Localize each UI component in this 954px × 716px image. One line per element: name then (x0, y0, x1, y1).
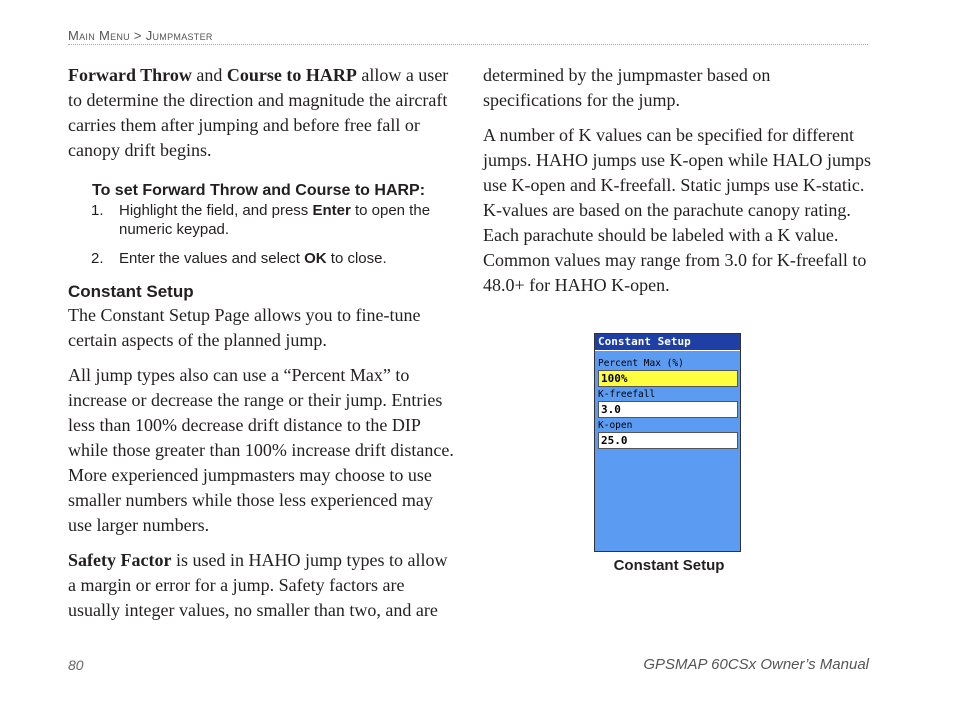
step-number: 2. (91, 250, 104, 267)
percent-max-field[interactable]: 100% (598, 370, 738, 387)
device-title-bar: Constant Setup (595, 334, 740, 351)
header-rule (68, 44, 868, 45)
step-text-end: to close. (326, 250, 387, 267)
k-values-paragraph: A number of K values can be specified for different jumps. HAHO jumps use K-open while HALO jumps use K-open and K-freefall. Static jumps use K-static. K-values are based on the parachute canopy rating. Each parachute should be labeled with a K value. Common values may range from 3.0 for K-freefall to 48.0+ for HAHO K-open. (483, 125, 871, 295)
device-screenshot (594, 333, 741, 552)
step-number: 1. (91, 202, 104, 219)
safety-factor-text: is used in HAHO jump types to allow a margin or error for a jump. Safety factors are usually integer values, no smaller than two, and are (68, 550, 448, 620)
breadcrumb-main: Main Menu (68, 28, 130, 43)
percent-max-paragraph: All jump types also can use a “Percent Max” to increase or decrease the range or their jump. Entries less than 100% decrease drift distance to the DIP while those greater than 100% increase drift distance. More experienced jumpmasters may choose to use smaller numbers while those less experienced may use larger numbers. (68, 365, 454, 535)
breadcrumb-section: Jumpmaster (145, 28, 213, 43)
key-ok: OK (304, 250, 327, 267)
term-course-to-harp: Course to HARP (226, 65, 357, 85)
left-column (68, 63, 456, 633)
k-open-field[interactable]: 25.0 (598, 432, 738, 449)
procedure-step (68, 201, 456, 239)
right-column (483, 63, 873, 308)
intro-and: and (191, 65, 227, 85)
breadcrumb-separator: > (129, 28, 146, 43)
step-text-end: to open the numeric keypad. (119, 202, 431, 238)
key-enter: Enter (312, 202, 351, 219)
term-safety-factor: Safety Factor (68, 550, 172, 570)
term-forward-throw: Forward Throw (68, 65, 192, 85)
continued-paragraph: determined by the jumpmaster based on specifications for the jump. (483, 65, 771, 110)
intro-text: allow a user to determine the direction and magnitude the aircraft carries them after jumping and before free fall or canopy drift begins. (68, 65, 449, 160)
procedure-step (68, 249, 456, 268)
k-freefall-label: K-freefall (598, 389, 656, 400)
section-heading: Constant Setup (68, 282, 194, 301)
page-number: 80 (68, 657, 84, 673)
step-text: Highlight the field, and press (119, 202, 313, 219)
k-freefall-field[interactable]: 3.0 (598, 401, 738, 418)
figure-caption: Constant Setup (613, 557, 725, 574)
constant-setup-paragraph: The Constant Setup Page allows you to fine-tune certain aspects of the planned jump. (68, 305, 421, 350)
safety-factor-paragraph (68, 548, 456, 623)
k-open-label: K-open (598, 420, 633, 431)
manual-title: GPSMAP 60CSx Owner’s Manual (643, 656, 869, 673)
step-text: Enter the values and select (119, 250, 305, 267)
breadcrumb (68, 28, 868, 43)
procedure-steps (68, 201, 456, 268)
procedure-title: To set Forward Throw and Course to HARP: (92, 182, 426, 199)
intro-paragraph (68, 63, 456, 163)
percent-max-label: Percent Max (%) (598, 358, 684, 369)
